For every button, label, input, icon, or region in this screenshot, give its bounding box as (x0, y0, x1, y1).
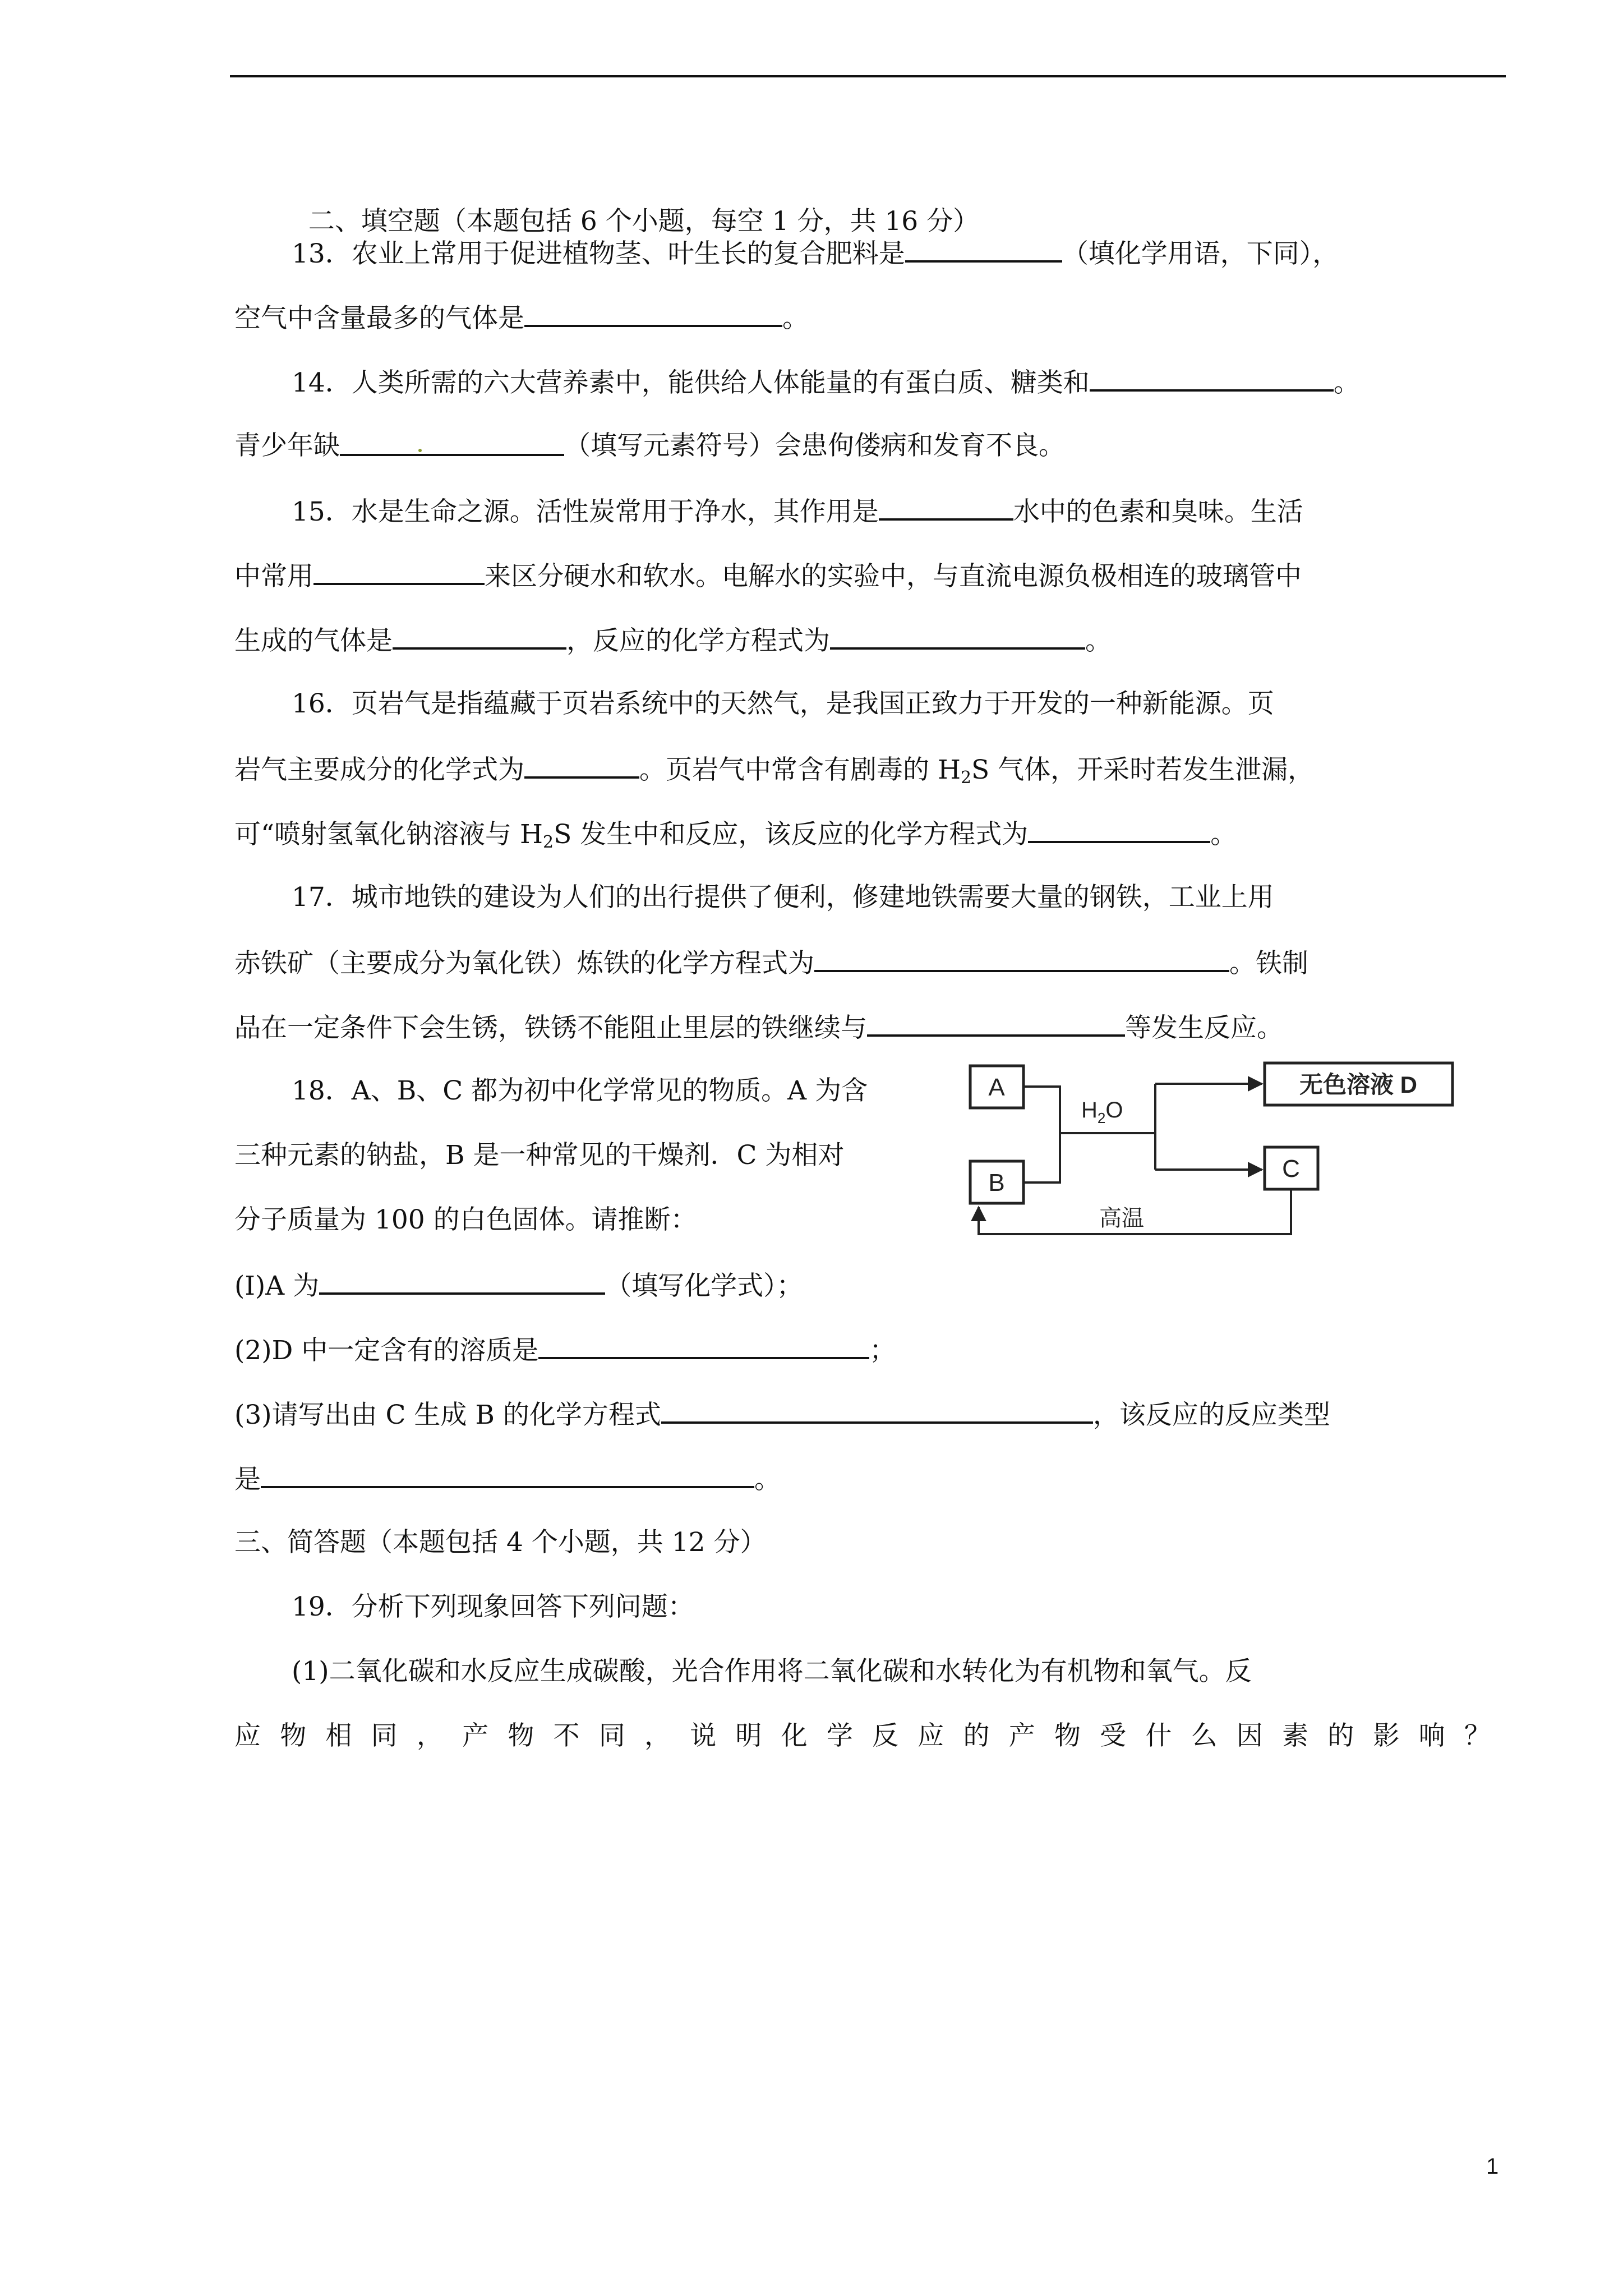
q19-line-3-char: 应 (917, 1720, 944, 1751)
q19-line-3-char: 物 (508, 1720, 534, 1751)
q19-line-3-char: 响 (1418, 1720, 1445, 1751)
question-16-line-1: 16．页岩气是指蕴藏于页岩系统中的天然气，是我国正致力于开发的一种新能源。页 (292, 688, 1274, 719)
question-18-line-1: 18．A、B、C 都为初中化学常见的物质。A 为含 (292, 1075, 868, 1106)
reaction-flow-diagram (953, 1055, 1458, 1257)
box-a-label: A (988, 1074, 1005, 1101)
q19-line-3-char: ？ (1464, 1720, 1491, 1751)
q19-line-3-char: 相 (325, 1720, 352, 1751)
answer-blank[interactable] (313, 558, 485, 585)
q19-line-3-char: 物 (280, 1720, 307, 1751)
answer-blank[interactable] (393, 623, 566, 650)
q19-line-3-char: 产 (1008, 1720, 1035, 1751)
answer-blank[interactable] (340, 429, 564, 456)
q19-line-3-char: 么 (1191, 1720, 1218, 1751)
q19-line-3-char: 产 (462, 1720, 489, 1751)
q19-line-3-char: 应 (234, 1720, 261, 1751)
q19-line-3-char: ， (644, 1720, 671, 1751)
question-15-line-2: 中常用 来区分硬水和软水。电解水的实验中，与直流电源负极相连的玻璃管中 (234, 558, 1302, 593)
answer-blank[interactable] (1090, 365, 1334, 392)
question-19-line-3 (234, 1719, 1491, 1753)
answer-blank[interactable] (661, 1397, 1093, 1424)
question-18-line-2: 三种元素的钠盐，B 是一种常见的干燥剂．C 为相对 (234, 1140, 845, 1171)
answer-blank[interactable] (879, 494, 1013, 521)
q19-line-3-char: 明 (735, 1720, 762, 1751)
box-d-label: 无色溶液 D (1299, 1071, 1418, 1098)
question-14-line-1: 14．人类所需的六大营养素中，能供给人体能量的有蛋白质、糖类和 。 (292, 365, 1360, 400)
header-rule (230, 75, 1506, 77)
q19-line-3-char: 学 (826, 1720, 853, 1751)
question-17-line-1: 17．城市地铁的建设为人们的出行提供了便利，修建地铁需要大量的钢铁，工业上用 (292, 882, 1274, 913)
q19-line-3-char: 什 (1145, 1720, 1172, 1751)
question-14-line-2: 青少年缺 （填写元素符号）会患佝偻病和发育不良。 (234, 430, 1065, 461)
q19-line-3-char: 同 (371, 1720, 398, 1751)
question-18-part-3: (3)请写出由 C 生成 B 的化学方程式 ，该反应的反应类型 (234, 1397, 1330, 1432)
question-13-line-2: 空气中含量最多的气体是 。 (234, 300, 809, 335)
question-19-line-1: 19．分析下列现象回答下列问题： (292, 1591, 694, 1622)
answer-blank[interactable] (261, 1461, 754, 1488)
box-b-label: B (988, 1169, 1005, 1197)
q19-line-3-char: 物 (1054, 1720, 1081, 1751)
answer-blank[interactable] (524, 300, 782, 327)
box-c-label: C (1282, 1155, 1300, 1182)
answer-blank[interactable] (905, 236, 1062, 263)
q19-line-3-char: 不 (553, 1720, 580, 1751)
section-3-heading: 三、简答题（本题包括 4 个小题，共 12 分） (234, 1527, 767, 1558)
q19-line-3-char: 因 (1236, 1720, 1263, 1751)
question-17-line-3: 品在一定条件下会生锈，铁锈不能阻止里层的铁继续与 等发生反应。 (234, 1010, 1283, 1045)
question-18-line-3: 分子质量为 100 的白色固体。请推断： (234, 1204, 697, 1235)
question-16-line-2: 岩气主要成分的化学式为 。页岩气中常含有剧毒的 $H_2S$ 气体，开采时若发生泄漏， (234, 752, 1314, 787)
merge-bracket (1023, 1087, 1060, 1182)
q19-line-3-char: 反 (872, 1720, 899, 1751)
question-13-line-1: 13．农业上常用于促进植物茎、叶生长的复合肥料是 （填化学用语，下同）， (292, 236, 1339, 271)
q19-line-3-char: 影 (1373, 1720, 1400, 1751)
q19-line-3-char: 说 (690, 1720, 717, 1751)
answer-blank[interactable] (319, 1268, 605, 1295)
q19-line-3-char: 素 (1282, 1720, 1309, 1751)
answer-blank[interactable] (538, 1332, 869, 1359)
question-18-part-2: (2)D 中一定含有的溶质是 ； (234, 1332, 896, 1368)
section-2-heading: 二、填空题（本题包括 6 个小题，每空 1 分，共 16 分） (308, 206, 980, 237)
question-19-line-2: (1)二氧化碳和水反应生成碳酸，光合作用将二氧化碳和水转化为有机物和氧气。反 (292, 1656, 1252, 1687)
page-number: 1 (1486, 2154, 1499, 2179)
high-temp-label: 高温 (1099, 1206, 1144, 1231)
q19-line-3-char: 同 (598, 1720, 625, 1751)
answer-blank[interactable] (814, 945, 1229, 972)
q19-line-3-char: ， (416, 1720, 443, 1751)
question-18-part-1: (I)A 为 （填写化学式）； (234, 1268, 803, 1303)
q19-line-3-char: 受 (1100, 1720, 1127, 1751)
question-15-line-3: 生成的气体是 ，反应的化学方程式为 。 (234, 623, 1112, 658)
question-17-line-2: 赤铁矿（主要成分为氧化铁）炼铁的化学方程式为 。铁制 (234, 945, 1308, 981)
answer-blank[interactable] (830, 623, 1085, 650)
question-15-line-1: 15．水是生命之源。活性炭常用于净水，其作用是 水中的色素和臭味。生活 (292, 494, 1303, 529)
ink-speck (418, 449, 422, 452)
answer-blank[interactable] (1028, 816, 1210, 843)
question-16-line-3: 可“喷射氢氧化钠溶液与 $H_2S$ 发生中和反应，该反应的化学方程式为 。 (234, 816, 1237, 852)
water-label: $H_2O$ (1081, 1098, 1123, 1126)
answer-blank[interactable] (867, 1010, 1125, 1037)
q19-line-3-char: 的 (963, 1720, 990, 1751)
question-18-part-3-cont: 是 。 (234, 1461, 781, 1497)
q19-line-3-char: 化 (781, 1720, 808, 1751)
answer-blank[interactable] (524, 752, 639, 779)
q19-line-3-char: 的 (1327, 1720, 1354, 1751)
